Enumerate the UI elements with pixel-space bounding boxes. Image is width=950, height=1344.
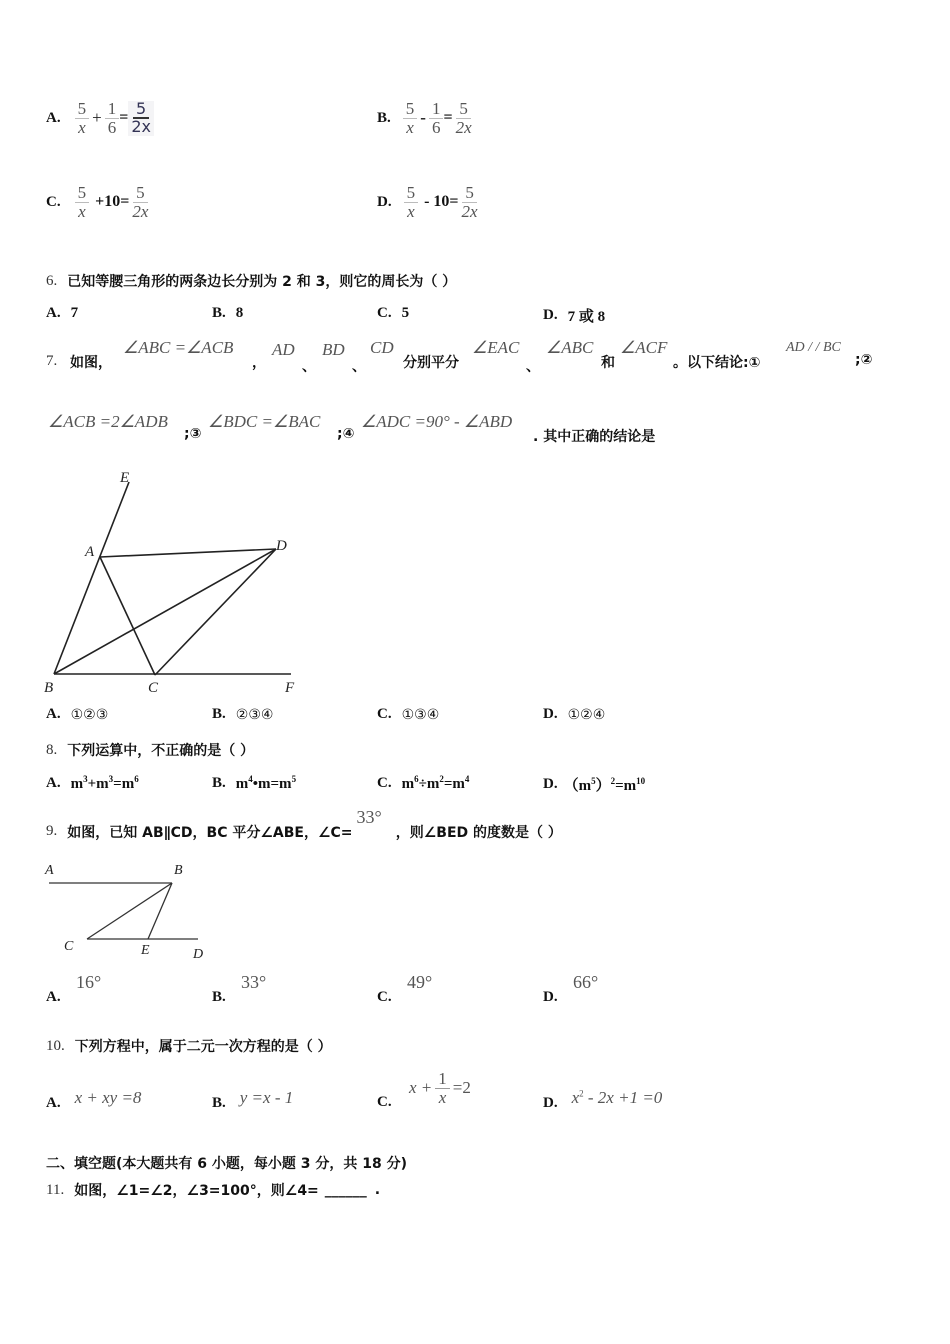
option-label: A. bbox=[46, 706, 61, 722]
q9-option-c bbox=[377, 970, 537, 1010]
q7-math-abc: ∠ABC bbox=[546, 338, 594, 357]
q9-geometry-figure bbox=[40, 852, 220, 962]
option-label: A. bbox=[46, 989, 61, 1005]
option-label: D. bbox=[543, 307, 558, 323]
option-label: D. bbox=[543, 989, 558, 1005]
q9-option-b bbox=[212, 970, 372, 1010]
label-b: B bbox=[174, 863, 183, 878]
option-label: D. bbox=[543, 706, 558, 722]
q8-option-c bbox=[377, 774, 469, 793]
q7-option-a bbox=[46, 706, 108, 723]
constant-term: - 10= bbox=[424, 193, 459, 211]
q10-stem bbox=[46, 1036, 332, 1056]
option-value: ①②④ bbox=[567, 706, 606, 723]
option-label: B. bbox=[212, 305, 226, 321]
option-label: D. bbox=[543, 1095, 558, 1111]
q6-option-a bbox=[46, 305, 78, 322]
q8-option-a bbox=[46, 774, 139, 793]
equals-sign: = bbox=[119, 109, 129, 127]
q5-option-c bbox=[46, 184, 151, 221]
fraction: $\frac{5}{2x}$ bbox=[455, 99, 472, 137]
q7-option-d bbox=[543, 706, 605, 723]
option-label: A. bbox=[46, 775, 61, 791]
option-value: 7 bbox=[70, 305, 79, 321]
q7-option-b bbox=[212, 706, 273, 723]
option-value: 66° bbox=[573, 972, 599, 992]
question-number: 9. bbox=[46, 823, 58, 839]
fraction: $\frac{5}{2x}$ bbox=[132, 183, 149, 221]
q7-math-ad: AD bbox=[272, 340, 295, 359]
q7-text: 、 bbox=[302, 359, 316, 375]
option-expression: $(m^5)^2=m^{10}$ bbox=[563, 776, 646, 794]
option-label: A. bbox=[46, 1095, 61, 1111]
q7-option-c bbox=[377, 706, 439, 723]
option-value: x + xy =8 bbox=[74, 1088, 142, 1107]
q7-math-angle-equal: ∠ABC =∠ACB bbox=[123, 338, 234, 357]
q10-option-a bbox=[46, 1088, 142, 1112]
q5-option-a bbox=[46, 100, 154, 137]
question-text: 如图，∠1=∠2，∠3=100°，则∠4= bbox=[74, 1183, 319, 1199]
question-end: . bbox=[374, 1182, 381, 1198]
question-text: 下列运算中，不正确的是（ ） bbox=[67, 743, 255, 759]
fraction: $\frac{1}{6}$ bbox=[105, 100, 120, 137]
fraction: $\frac{5}{x}$ bbox=[403, 100, 418, 137]
q8-option-d bbox=[543, 774, 645, 795]
option-label: C. bbox=[377, 706, 392, 722]
label-d: D bbox=[276, 538, 287, 554]
option-value: y =x - 1 bbox=[239, 1088, 294, 1107]
option-label: D. bbox=[377, 193, 392, 210]
label-c: C bbox=[148, 680, 159, 696]
option-label: B. bbox=[212, 775, 226, 791]
q6-option-d bbox=[543, 305, 605, 326]
label-c: C bbox=[64, 939, 74, 954]
option-value: 8 bbox=[235, 305, 244, 321]
q7-text: ， bbox=[252, 355, 266, 371]
fraction: $\frac{5}{x}$ bbox=[404, 184, 419, 221]
question-number: 6. bbox=[46, 272, 58, 289]
q5-option-d bbox=[377, 184, 481, 221]
q7-math-conclusion-4: ∠ADC =90° - ∠ABD bbox=[361, 412, 513, 431]
option-value: ②③④ bbox=[235, 706, 274, 723]
label-e: E bbox=[141, 943, 150, 958]
q7-math-conclusion-2: ∠ACB =2∠ADB bbox=[48, 412, 168, 431]
q6-option-b bbox=[212, 305, 243, 322]
q7-math-conclusion-3: ∠BDC =∠BAC bbox=[208, 412, 321, 431]
fraction: $\frac{5}{2x}$ bbox=[128, 101, 154, 137]
minus-operator: - bbox=[420, 108, 426, 128]
q7-text: 如图， bbox=[70, 355, 112, 371]
q10-option-b bbox=[212, 1088, 294, 1112]
option-label: B. bbox=[212, 706, 226, 722]
q7-math-parallel: AD / / BC bbox=[786, 340, 841, 355]
question-text: 下列方程中，属于二元一次方程的是（ ） bbox=[74, 1039, 332, 1055]
q5-option-b bbox=[377, 100, 475, 137]
option-label: C. bbox=[46, 193, 61, 210]
label-a: A bbox=[85, 544, 95, 560]
section-title: 二、填空题(本大题共有 6 小题，每小题 3 分，共 18 分) bbox=[46, 1156, 408, 1172]
q8-option-b bbox=[212, 774, 296, 793]
constant-term: +10= bbox=[95, 193, 130, 211]
fraction: $\frac{1}{6}$ bbox=[429, 100, 444, 137]
option-label: B. bbox=[212, 989, 226, 1005]
q6-option-c bbox=[377, 305, 409, 322]
fraction: $\frac{5}{x}$ bbox=[75, 184, 90, 221]
q7-math-cd: CD bbox=[370, 338, 394, 357]
q7-text: 。以下结论:① bbox=[673, 355, 761, 371]
q8-stem bbox=[46, 740, 254, 760]
option-expression: $m^4•m=m^5$ bbox=[235, 774, 297, 792]
fraction: $\frac{5}{x}$ bbox=[75, 100, 90, 137]
q7-math-eac: ∠EAC bbox=[472, 338, 520, 357]
q10-option-d bbox=[543, 1088, 663, 1112]
option-value: 16° bbox=[76, 972, 102, 992]
q9-option-d bbox=[543, 970, 703, 1010]
q9-stem bbox=[46, 807, 562, 842]
option-value: 33° bbox=[241, 972, 267, 992]
label-d: D bbox=[193, 947, 204, 962]
equals-sign: = bbox=[443, 109, 453, 127]
question-number: 7. bbox=[46, 353, 58, 369]
label-b: B bbox=[44, 680, 54, 696]
option-value: 7 或 8 bbox=[567, 309, 606, 325]
q7-text: 、 bbox=[352, 359, 366, 375]
question-number: 11. bbox=[46, 1181, 65, 1198]
option-label: B. bbox=[212, 1095, 226, 1111]
q7-geometry-figure bbox=[40, 462, 310, 700]
q9-option-a bbox=[46, 970, 206, 1010]
option-value: $x^2 - 2x +1 =0$ bbox=[571, 1088, 663, 1107]
label-a: A bbox=[45, 863, 54, 878]
option-label: A. bbox=[46, 109, 61, 126]
fraction: $\frac{5}{2x}$ bbox=[461, 183, 478, 221]
section-2-heading bbox=[46, 1153, 407, 1173]
option-value: x + $\frac{1}{x}$ =2 bbox=[409, 1069, 471, 1107]
q11-stem bbox=[46, 1180, 380, 1200]
option-value: ①③④ bbox=[401, 706, 440, 723]
plus-operator: + bbox=[92, 108, 102, 128]
option-label: A. bbox=[46, 305, 61, 321]
label-f: F bbox=[285, 680, 295, 696]
question-number: 8. bbox=[46, 741, 58, 758]
option-value: 5 bbox=[401, 305, 410, 321]
option-label: C. bbox=[377, 989, 392, 1005]
option-label: C. bbox=[377, 1094, 392, 1110]
q7-math-acf: ∠ACF bbox=[620, 338, 668, 357]
q7-text: ;② bbox=[855, 352, 873, 368]
label-e: E bbox=[120, 470, 130, 486]
option-value: ①②③ bbox=[70, 706, 109, 723]
option-expression: $m^3+m^3=m^6$ bbox=[70, 774, 139, 792]
q7-text: ;④ bbox=[337, 426, 355, 442]
option-value: 49° bbox=[407, 972, 433, 992]
question-number: 10. bbox=[46, 1037, 65, 1054]
q7-text: ;③ bbox=[184, 426, 202, 442]
q7-text: 、 bbox=[526, 359, 540, 375]
option-label: B. bbox=[377, 109, 391, 126]
angle-value: 33° bbox=[356, 807, 382, 827]
question-text: 如图，已知 AB∥CD，BC 平分∠ABE，∠C= bbox=[67, 824, 353, 841]
q7-number-text bbox=[46, 352, 57, 370]
question-text: 已知等腰三角形的两条边长分别为 2 和 3，则它的周长为（ ） bbox=[67, 274, 457, 290]
option-label: C. bbox=[377, 305, 392, 321]
q6-stem bbox=[46, 271, 456, 291]
q7-math-bd: BD bbox=[322, 340, 345, 359]
q7-text: 分别平分 bbox=[403, 355, 459, 371]
q7-text: . 其中正确的结论是 bbox=[533, 429, 656, 445]
question-text: ，则∠BED 的度数是（ ） bbox=[395, 824, 562, 841]
option-label: C. bbox=[377, 775, 392, 791]
answer-blank[interactable]: ______ bbox=[324, 1182, 367, 1198]
q7-text: 和 bbox=[601, 355, 615, 371]
option-label: D. bbox=[543, 776, 558, 792]
option-expression: $m^6\div m^2=m^4$ bbox=[401, 774, 470, 792]
